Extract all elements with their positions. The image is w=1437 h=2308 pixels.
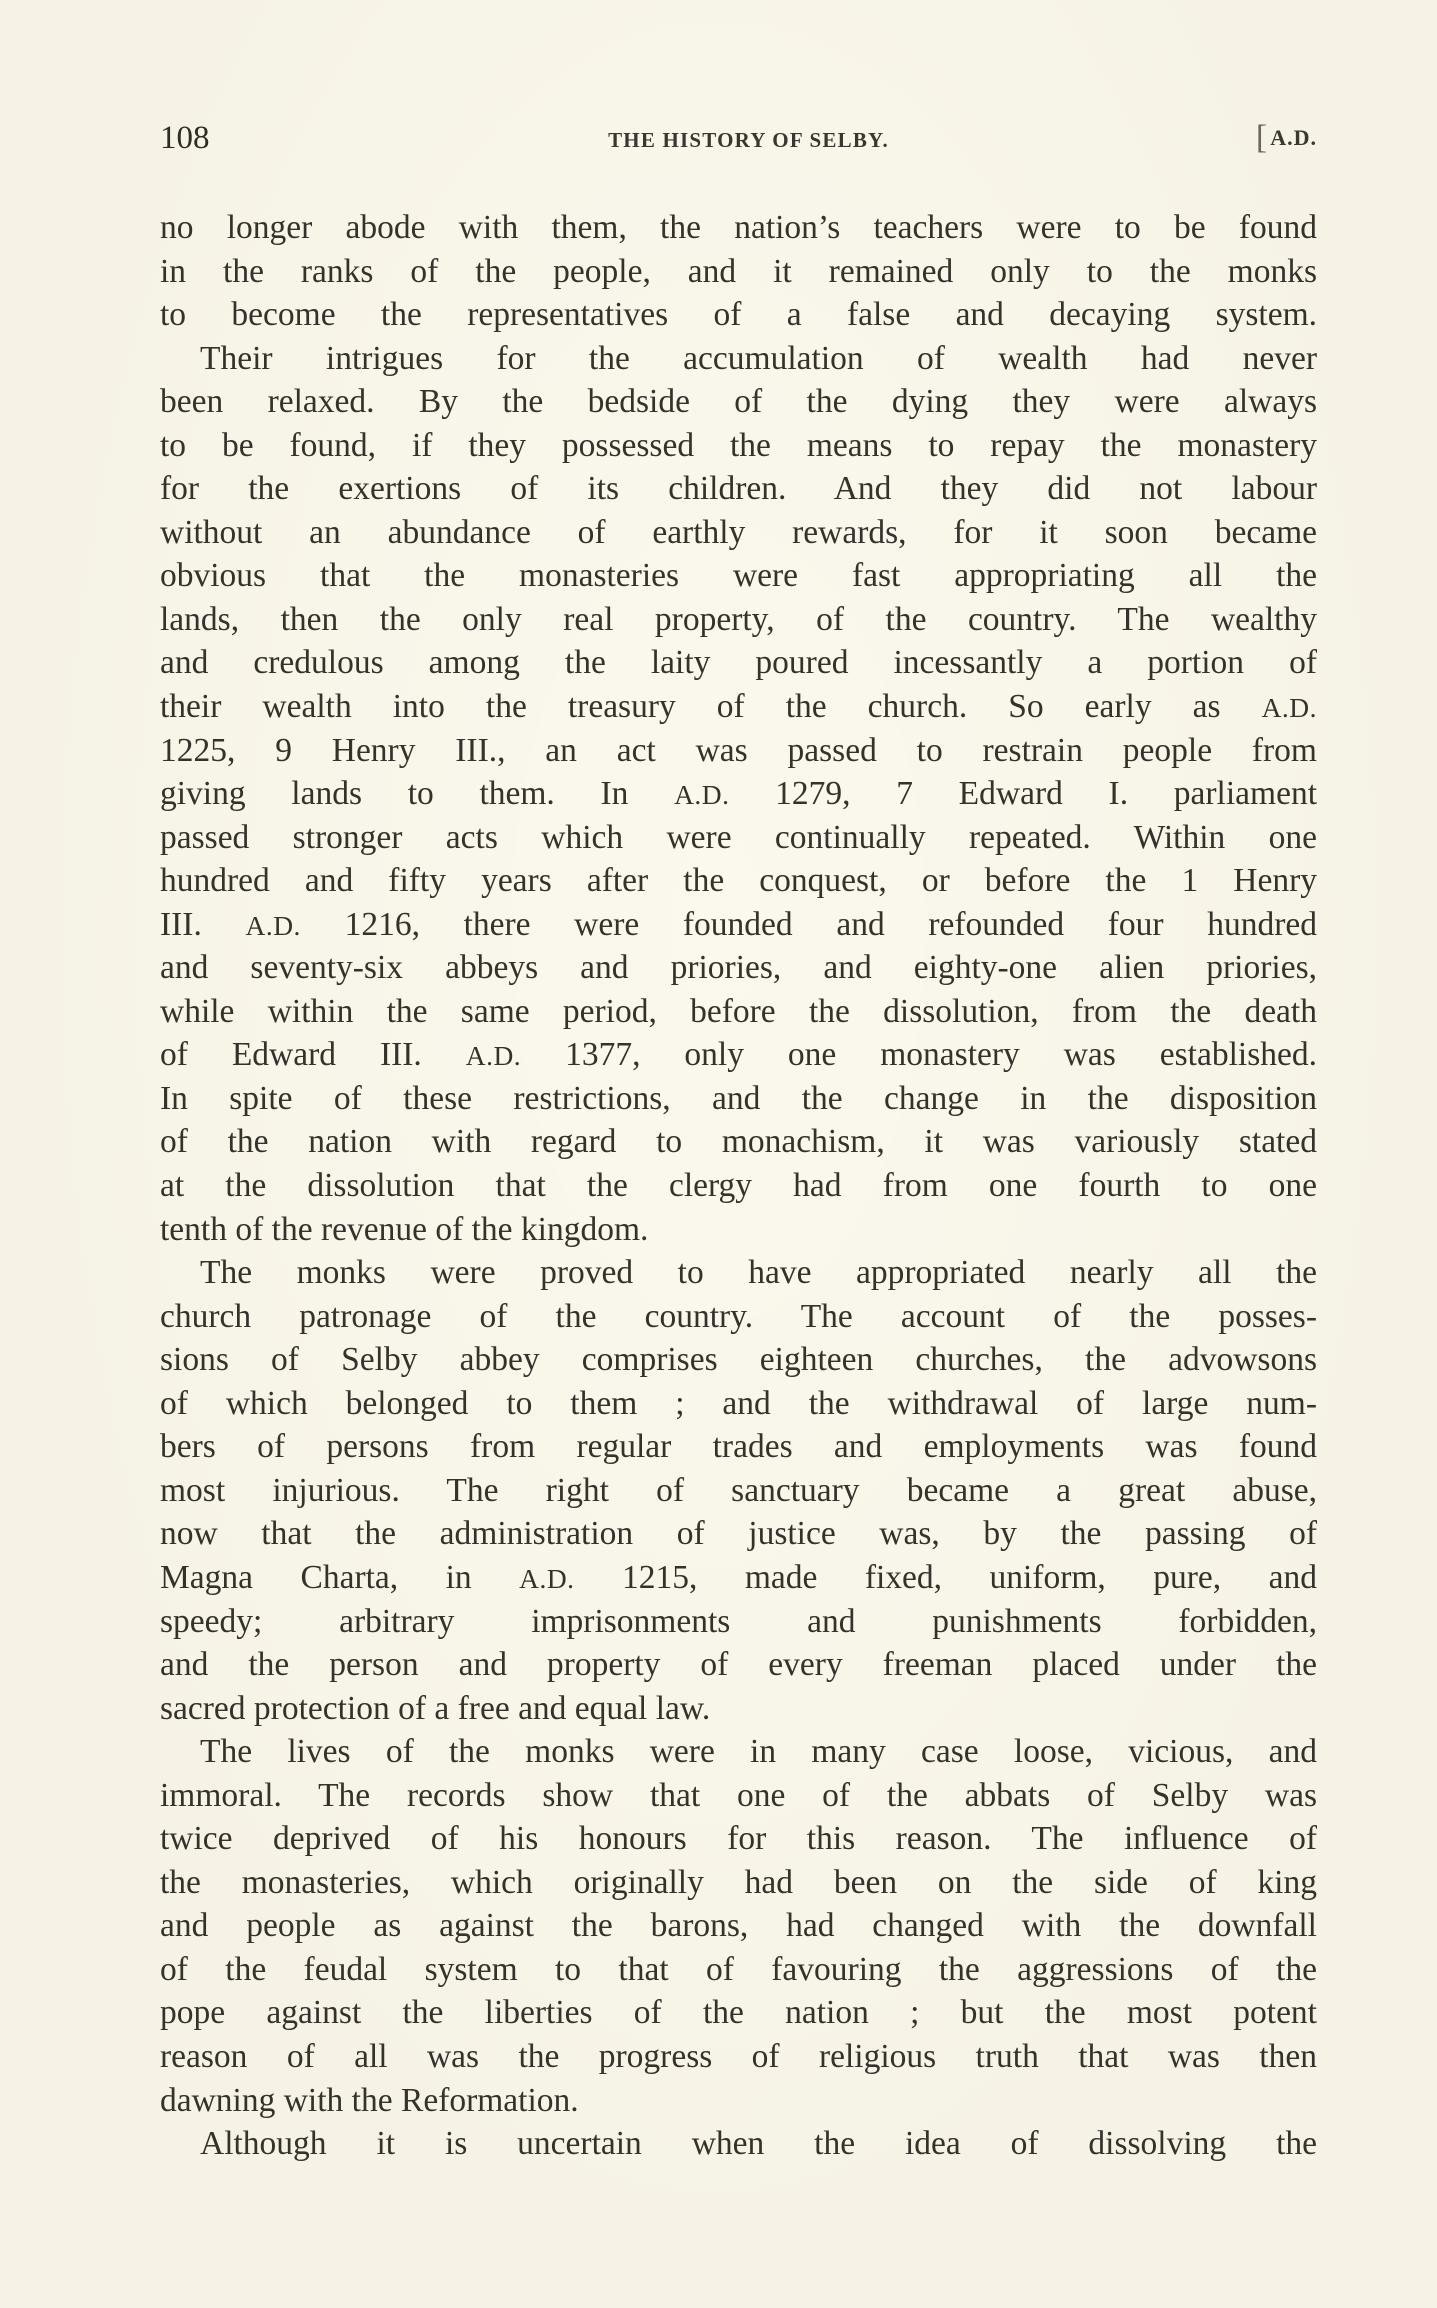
body-text bbox=[160, 206, 1317, 2166]
text-line: without an abundance of earthly rewards, for it soon became bbox=[160, 513, 1317, 551]
text-line: church patronage of the country. The account of the posses- bbox=[160, 1297, 1317, 1335]
text-line: been relaxed. By the bedside of the dying they were always bbox=[160, 383, 1317, 421]
text-line: the monasteries, which originally had been on the side of king bbox=[160, 1863, 1317, 1901]
text-line: III. A.D. 1216, there were founded and refounded four hundred bbox=[160, 905, 1318, 943]
text-line: of Edward III. A.D. 1377, only one monastery was established. bbox=[160, 1036, 1317, 1074]
era-abbreviation: A.D. bbox=[674, 780, 730, 811]
text-line: bers of persons from regular trades and employments was found bbox=[160, 1428, 1317, 1466]
text-line: at the dissolution that the clergy had from one fourth to one bbox=[160, 1167, 1317, 1205]
text-line: and seventy-six abbeys and priories, and eighty-one alien priories, bbox=[160, 949, 1317, 987]
era-abbreviation: A.D. bbox=[465, 1041, 522, 1072]
text-line: in the ranks of the people, and it remained only to the monks bbox=[160, 252, 1317, 290]
era-abbreviation: A.D. bbox=[1261, 693, 1317, 724]
running-title: THE HISTORY OF SELBY. bbox=[608, 128, 889, 152]
text-line: 1225, 9 Henry III., an act was passed to restrain people from bbox=[160, 731, 1317, 769]
page-number: 108 bbox=[160, 120, 210, 156]
text-line: of which belonged to them ; and the withdrawal of large num- bbox=[160, 1384, 1317, 1422]
running-date-text: A.D. bbox=[1270, 125, 1317, 150]
text-line: of the feudal system to that of favouring the aggressions of the bbox=[160, 1950, 1317, 1988]
text-line: no longer abode with them, the nation’s teachers were to be found bbox=[160, 209, 1317, 246]
text-line: dawning with the Reformation. bbox=[160, 2081, 579, 2119]
text-line: Magna Charta, in A.D. 1215, made fixed, uniform, pure, and bbox=[160, 1558, 1317, 1596]
text-line: while within the same period, before the dissolution, from the death bbox=[160, 992, 1317, 1030]
text-line: their wealth into the treasury of the church. So early as A.D. bbox=[160, 688, 1317, 726]
running-head bbox=[160, 118, 1317, 158]
text-line: to become the representatives of a false and decaying system. bbox=[160, 296, 1317, 334]
text-line: of the nation with regard to monachism, it was variously stated bbox=[160, 1123, 1317, 1161]
text-line: Although it is uncertain when the idea of dissolving the bbox=[200, 2125, 1317, 2163]
text-line: and credulous among the laity poured incessantly a portion of bbox=[160, 644, 1317, 682]
text-line: and people as against the barons, had changed with the downfall bbox=[160, 1907, 1317, 1945]
text-line: pope against the liberties of the nation ; but the most potent bbox=[160, 1994, 1317, 2032]
text-line: giving lands to them. In A.D. 1279, 7 Edward I. parliament bbox=[160, 775, 1317, 813]
text-line: hundred and fifty years after the conquest, or before the 1 Henry bbox=[160, 862, 1317, 900]
text-line: In spite of these restrictions, and the change in the disposition bbox=[160, 1079, 1317, 1117]
text-line: lands, then the only real property, of the country. The wealthy bbox=[160, 600, 1317, 638]
text-line: The monks were proved to have appropriated nearly all the bbox=[200, 1254, 1317, 1292]
text-line: speedy; arbitrary imprisonments and punishments forbidden, bbox=[160, 1602, 1317, 1640]
text-line: reason of all was the progress of religious truth that was then bbox=[160, 2037, 1317, 2075]
era-abbreviation: A.D. bbox=[245, 910, 301, 941]
text-line: now that the administration of justice was, by the passing of bbox=[160, 1515, 1317, 1553]
text-line: passed stronger acts which were continually repeated. Within one bbox=[160, 818, 1317, 856]
text-line: Their intrigues for the accumulation of wealth had never bbox=[200, 339, 1317, 377]
text-line: sions of Selby abbey comprises eighteen churches, the advowsons bbox=[160, 1341, 1317, 1379]
bracket-glyph: [ bbox=[1255, 119, 1269, 156]
text-line: tenth of the revenue of the kingdom. bbox=[160, 1210, 649, 1248]
text-line: twice deprived of his honours for this reason. The influence of bbox=[160, 1820, 1317, 1858]
text-line: obvious that the monasteries were fast appropriating all the bbox=[160, 557, 1317, 595]
text-line: and the person and property of every freeman placed under the bbox=[160, 1646, 1317, 1684]
era-abbreviation: A.D. bbox=[519, 1563, 575, 1594]
text-line: The lives of the monks were in many case loose, vicious, and bbox=[200, 1733, 1317, 1771]
text-line: immoral. The records show that one of the abbats of Selby was bbox=[160, 1776, 1317, 1814]
text-line: to be found, if they possessed the means to repay the monastery bbox=[160, 426, 1317, 464]
text-line: sacred protection of a free and equal law. bbox=[160, 1689, 711, 1727]
running-date bbox=[1255, 119, 1317, 156]
text-line: most injurious. The right of sanctuary became a great abuse, bbox=[160, 1471, 1317, 1509]
text-line: for the exertions of its children. And they did not labour bbox=[160, 470, 1317, 508]
